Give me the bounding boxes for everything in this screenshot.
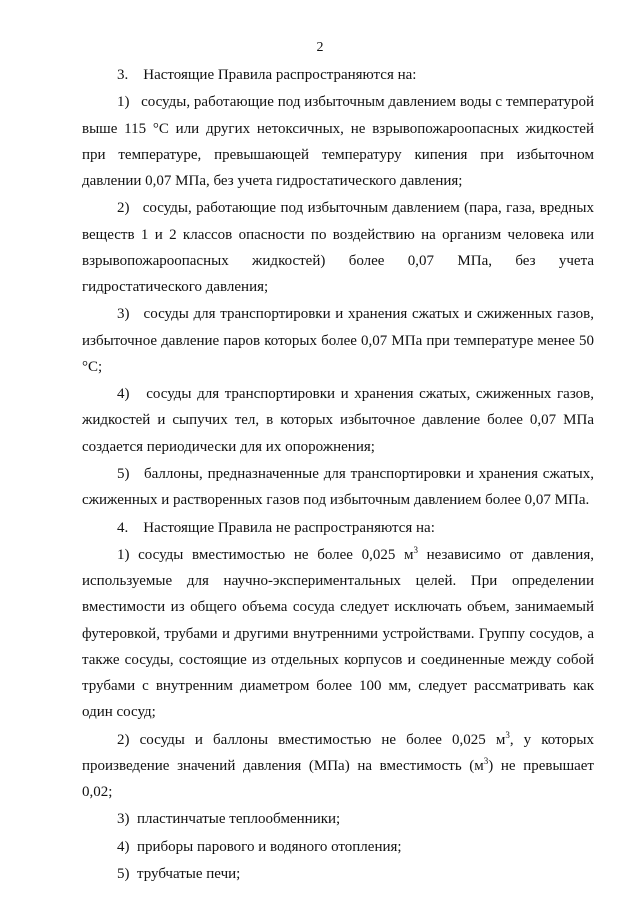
clause-3-item-1: 1) сосуды, работающие под избыточным давлением воды с температурой выше 115 °С или других нетоксичных, не взрывопожароопасных жидкостей при температуре, превышающей температуру кипения при избыточном давлении 0,07 МПа, без учета гидростатического давления; (82, 94, 594, 189)
clause-4-item-2-text-start: 2) сосуды и баллоны вместимостью не более 0,025 м (117, 731, 506, 748)
clause-3-item-2: 2) сосуды, работающие под избыточным давлением (пара, газа, вредных веществ 1 и 2 классов опасности по воздействию на организм человека или взрывопожароопасных жидкостей) более 0,07 МПа, без учета гидростатического давления; (82, 200, 594, 295)
clause-4-item-1-text-end: независимо от давления, используемые для научно-экспериментальных целей. При определении вместимости из общего объема сосуда следует исключать объем, занимаемый футеровкой, трубами и другими внутренними устройствами. Группу сосудов, а также сосуды, состоящие из отдельных корпусов и соединенные между собой трубами с внутренним диаметром более 100 мм, следует рассматривать как один сосуд; (82, 546, 594, 721)
clause-4-item-2-text-middle: , у которых произведение значений давления (МПа) на вместимость (м (82, 731, 595, 774)
clause-4-item-5: 5) трубчатые печи; (117, 866, 241, 883)
cubic-superscript: 3 (413, 544, 418, 555)
clause-4-item-2-text-end: ) не превышает 0,02; (82, 757, 594, 800)
cubic-superscript: 3 (505, 729, 510, 740)
clause-4-item-4: 4) приборы парового и водяного отопления; (117, 838, 402, 855)
clause-3-item-4: 4) сосуды для транспортировки и хранения сжатых, сжиженных газов, жидкостей и сыпучих тел, в которых избыточное давление более 0,07 МПа создается периодически для их опорожнения; (82, 386, 594, 455)
page-number: 2 (316, 40, 324, 55)
clause-4-item-1-text-start: 1) сосуды вместимостью не более 0,025 м (117, 546, 414, 563)
clause-3-item-3: 3) сосуды для транспортировки и хранения сжатых и сжиженных газов, избыточное давление паров которых более 0,07 МПа при температуре менее 50 °С; (82, 306, 594, 375)
clause-3-item-5: 5) баллоны, предназначенные для транспортировки и хранения сжатых, сжиженных и растворенных газов под избыточным давлением более 0,07 МПа. (82, 465, 594, 509)
document-body (82, 62, 594, 887)
cubic-superscript: 3 (483, 755, 489, 766)
clause-4-item-2 (82, 727, 594, 806)
clause-3-heading: 3. Настоящие Правила распространяются на: (117, 67, 417, 83)
clause-4-item-3: 3) пластинчатые теплообменники; (117, 811, 341, 828)
clause-4-item-1 (82, 542, 594, 725)
clause-4-heading: 4. Настоящие Правила не распространяются на: (117, 519, 435, 536)
